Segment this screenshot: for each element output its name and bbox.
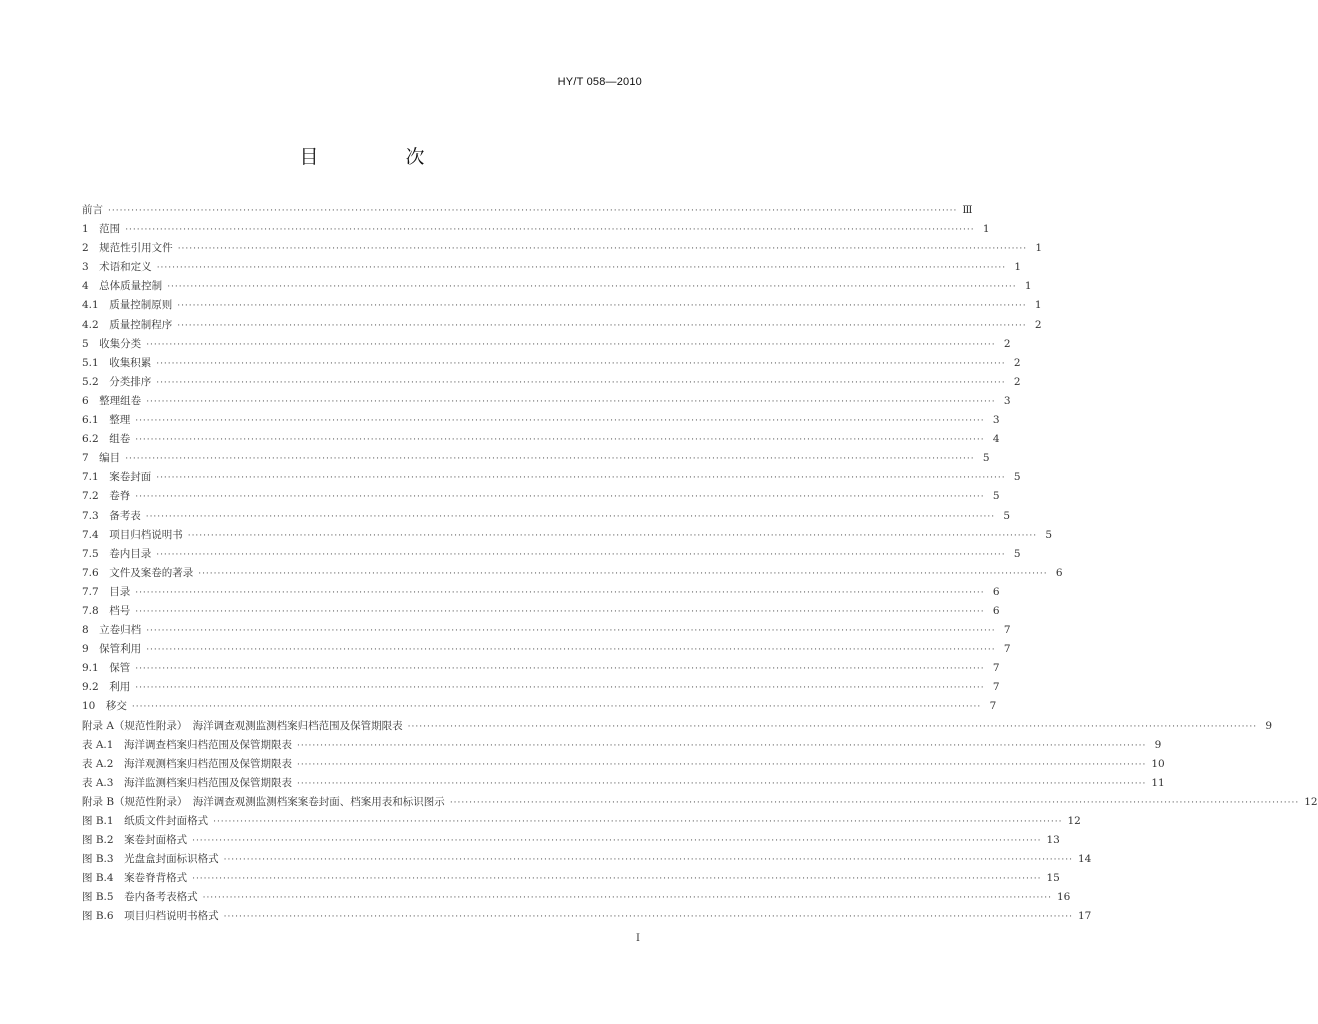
- toc-entry-page: 2: [1013, 356, 1021, 369]
- toc-entry-page: 2: [1034, 318, 1042, 331]
- toc-dot-leader: ····························································································································································································································: [198, 568, 1048, 579]
- toc-entry-page: 5: [982, 452, 990, 465]
- toc-entry-page: 12: [1067, 815, 1081, 827]
- toc-dot-leader: ····························································································································································································································: [135, 416, 985, 427]
- toc-entry-label: 附录 A（规范性附录） 海洋调查观测监测档案归档范围及保管期限表: [82, 719, 403, 732]
- toc-entry-page: 11: [1151, 776, 1165, 789]
- table-of-contents: [82, 201, 1318, 927]
- toc-dot-leader: ····························································································································································································································: [296, 778, 1147, 789]
- toc-entry[interactable]: [82, 602, 1000, 621]
- toc-dot-leader: ····························································································································································································································: [177, 244, 1028, 255]
- toc-entry[interactable]: [82, 564, 1063, 583]
- toc-entry-page: 4: [992, 433, 1000, 446]
- toc-entry-label: 图 B.1 纸质文件封面格式: [82, 815, 209, 827]
- toc-dot-leader: ····························································································································································································································: [223, 912, 1073, 923]
- toc-dot-leader: ····························································································································································································································: [177, 301, 1027, 312]
- toc-entry-page: 5: [992, 490, 1000, 503]
- toc-dot-leader: ····························································································································································································································: [135, 606, 985, 617]
- toc-entry-page: 3: [1003, 394, 1011, 407]
- toc-entry[interactable]: [82, 277, 1032, 296]
- toc-entry[interactable]: [82, 507, 1011, 526]
- toc-dot-leader: ····························································································································································································································: [156, 549, 1006, 560]
- toc-dot-leader: ····························································································································································································································: [125, 225, 975, 236]
- toc-entry-label: 图 B.2 案卷封面格式: [82, 834, 188, 847]
- toc-entry-page: 9: [1154, 738, 1162, 751]
- page-number: I: [636, 933, 640, 944]
- toc-dot-leader: ····························································································································································································································: [135, 587, 985, 598]
- toc-entry-page: 2: [1003, 337, 1011, 350]
- toc-entry-page: 6: [992, 585, 1000, 598]
- toc-entry[interactable]: [82, 449, 990, 468]
- toc-entry-page: 6: [1055, 566, 1063, 579]
- toc-entry-label: 9.2 利用: [82, 681, 131, 694]
- toc-entry-page: 1: [1014, 261, 1022, 274]
- toc-entry-label: 图 B.4 案卷脊背格式: [82, 872, 188, 885]
- toc-entry[interactable]: [82, 316, 1042, 335]
- toc-dot-leader: ····························································································································································································································: [156, 358, 1006, 369]
- toc-entry-page: 9: [1265, 719, 1273, 732]
- toc-entry[interactable]: [82, 697, 997, 716]
- toc-entry[interactable]: [82, 411, 1000, 430]
- toc-dot-leader: ····························································································································································································································: [449, 797, 1300, 808]
- toc-entry-page: 7: [1003, 643, 1011, 656]
- toc-dot-leader: ····························································································································································································································: [135, 664, 985, 675]
- toc-entry-page: 6: [992, 604, 1000, 617]
- toc-entry-label: 4.2 质量控制程序: [82, 318, 173, 331]
- toc-entry-label: 10 移交: [82, 700, 127, 713]
- toc-dot-leader: ····························································································································································································································: [177, 320, 1027, 331]
- toc-entry-label: 9 保管利用: [82, 643, 142, 656]
- toc-entry[interactable]: [82, 888, 1071, 907]
- toc-entry[interactable]: [82, 526, 1053, 545]
- toc-dot-leader: ····························································································································································································································: [145, 511, 996, 522]
- toc-dot-leader: ····························································································································································································································: [296, 759, 1147, 770]
- toc-entry[interactable]: [82, 640, 1011, 659]
- toc-dot-leader: ····························································································································································································································: [135, 683, 985, 694]
- toc-entry-page: 7: [992, 662, 1000, 675]
- toc-entry-label: 7 编目: [82, 452, 121, 465]
- toc-dot-leader: ····························································································································································································································: [135, 492, 985, 503]
- toc-entry-label: 6 整理组卷: [82, 394, 142, 407]
- toc-entry[interactable]: [82, 296, 1042, 315]
- toc-entry-label: 4.1 质量控制原则: [82, 299, 173, 312]
- toc-entry[interactable]: [82, 239, 1043, 258]
- toc-dot-leader: ····························································································································································································································: [296, 740, 1147, 751]
- toc-entry[interactable]: [82, 468, 1021, 487]
- toc-entry[interactable]: [82, 793, 1318, 812]
- toc-entry[interactable]: [82, 335, 1011, 354]
- toc-entry[interactable]: [82, 545, 1021, 564]
- toc-dot-leader: ····························································································································································································································: [167, 282, 1017, 293]
- toc-entry-label: 1 范围: [82, 223, 121, 236]
- toc-entry[interactable]: [82, 583, 1000, 602]
- toc-entry[interactable]: [82, 220, 990, 239]
- toc-entry[interactable]: [82, 201, 973, 220]
- toc-entry-page: 12: [1304, 795, 1318, 808]
- toc-entry[interactable]: [82, 755, 1165, 774]
- toc-dot-leader: ····························································································································································································································: [407, 721, 1258, 732]
- toc-entry-page: 10: [1151, 757, 1165, 770]
- toc-entry-page: 1: [1034, 299, 1042, 312]
- toc-dot-leader: ····························································································································································································································: [146, 339, 996, 350]
- toc-dot-leader: ····························································································································································································································: [192, 874, 1042, 885]
- toc-dot-leader: ····························································································································································································································: [146, 396, 996, 407]
- toc-entry-page: 17: [1077, 910, 1092, 923]
- toc-entry-label: 6.2 组卷: [82, 433, 131, 446]
- toc-entry-label: 5.2 分类排序: [82, 375, 152, 388]
- toc-entry-label: 图 B.3 光盘盒封面标识格式: [82, 853, 219, 866]
- toc-entry[interactable]: [82, 258, 1022, 277]
- toc-entry-label: 3 术语和定义: [82, 261, 152, 274]
- toc-entry-page: 16: [1056, 891, 1071, 904]
- toc-entry-label: 表 A.2 海洋观测档案归档范围及保管期限表: [82, 757, 292, 770]
- toc-entry[interactable]: [82, 392, 1011, 411]
- toc-entry-page: 1: [1024, 280, 1032, 293]
- toc-entry[interactable]: [82, 430, 1000, 449]
- toc-entry[interactable]: [82, 621, 1011, 640]
- toc-entry-label: 7.1 案卷封面: [82, 471, 152, 484]
- toc-entry-label: 7.6 文件及案卷的著录: [82, 566, 194, 579]
- toc-entry-label: 9.1 保管: [82, 662, 131, 675]
- toc-entry[interactable]: [82, 774, 1165, 793]
- toc-entry[interactable]: [82, 678, 1000, 697]
- toc-dot-leader: ····························································································································································································································: [156, 473, 1006, 484]
- toc-entry-page: 15: [1046, 872, 1060, 885]
- toc-entry-label: 图 B.5 卷内备考表格式: [82, 891, 198, 904]
- toc-entry[interactable]: [82, 487, 1000, 506]
- toc-dot-leader: ····························································································································································································································: [213, 817, 1063, 827]
- toc-dot-leader: ····························································································································································································································: [108, 206, 958, 216]
- toc-entry[interactable]: [82, 831, 1060, 850]
- toc-entry[interactable]: [82, 373, 1021, 392]
- toc-entry-label: 7.4 项目归档说明书: [82, 528, 183, 541]
- toc-entry[interactable]: [82, 869, 1060, 888]
- toc-dot-leader: ····························································································································································································································: [202, 893, 1052, 904]
- toc-entry-label: 7.7 目录: [82, 585, 131, 598]
- page-title: 目 次: [299, 146, 459, 168]
- toc-dot-leader: ····························································································································································································································: [146, 626, 996, 637]
- toc-entry-label: 4 总体质量控制: [82, 280, 163, 293]
- toc-entry[interactable]: [82, 907, 1092, 926]
- toc-dot-leader: ····························································································································································································································: [223, 855, 1073, 866]
- toc-entry-page: 7: [989, 700, 997, 713]
- toc-entry-label: 表 A.1 海洋调查档案归档范围及保管期限表: [82, 738, 292, 751]
- toc-entry[interactable]: [82, 717, 1273, 736]
- toc-entry-page: Ⅲ: [962, 204, 973, 216]
- toc-dot-leader: ····························································································································································································································: [125, 454, 975, 465]
- toc-entry[interactable]: [82, 354, 1021, 373]
- toc-entry-page: 3: [992, 414, 1000, 427]
- toc-entry-label: 8 立卷归档: [82, 624, 142, 637]
- toc-entry-page: 13: [1046, 834, 1060, 847]
- toc-entry[interactable]: [82, 736, 1162, 755]
- toc-dot-leader: ····························································································································································································································: [146, 645, 996, 656]
- toc-entry-label: 7.2 卷脊: [82, 490, 131, 503]
- toc-entry-label: 2 规范性引用文件: [82, 242, 173, 255]
- toc-entry-label: 7.8 档号: [82, 604, 131, 617]
- toc-entry-label: 5.1 收集积累: [82, 356, 152, 369]
- toc-entry-page: 2: [1013, 375, 1021, 388]
- toc-entry-label: 前言: [82, 204, 103, 216]
- toc-entry-label: 5 收集分类: [82, 337, 142, 350]
- toc-entry-label: 7.5 卷内目录: [82, 547, 152, 560]
- toc-entry[interactable]: [82, 659, 1000, 678]
- toc-entry-label: 图 B.6 项目归档说明书格式: [82, 910, 219, 923]
- toc-dot-leader: ····························································································································································································································: [135, 435, 985, 446]
- toc-entry-page: 7: [1003, 624, 1011, 637]
- toc-entry-page: 5: [1013, 547, 1021, 560]
- toc-entry-page: 5: [1003, 509, 1011, 522]
- toc-entry-label: 表 A.3 海洋监测档案归档范围及保管期限表: [82, 776, 292, 789]
- toc-entry-label: 7.3 备考表: [82, 509, 141, 522]
- toc-entry[interactable]: [82, 812, 1081, 831]
- toc-entry-page: 1: [982, 223, 990, 236]
- toc-entry[interactable]: [82, 850, 1092, 869]
- toc-entry-page: 1: [1035, 242, 1043, 255]
- toc-dot-leader: ····························································································································································································································: [192, 836, 1042, 847]
- toc-dot-leader: ····························································································································································································································: [131, 702, 982, 713]
- toc-dot-leader: ····························································································································································································································: [156, 263, 1007, 274]
- toc-entry-page: 14: [1077, 853, 1092, 866]
- toc-entry-page: 5: [1013, 471, 1021, 484]
- toc-entry-label: 6.1 整理: [82, 414, 131, 427]
- toc-entry-label: 附录 B（规范性附录） 海洋调查观测监测档案案卷封面、档案用表和标识图示: [82, 795, 445, 808]
- document-code: HY/T 058—2010: [557, 76, 642, 88]
- toc-dot-leader: ····························································································································································································································: [187, 530, 1038, 541]
- toc-dot-leader: ····························································································································································································································: [156, 377, 1006, 388]
- toc-entry-page: 7: [992, 681, 1000, 694]
- toc-entry-page: 5: [1045, 528, 1053, 541]
